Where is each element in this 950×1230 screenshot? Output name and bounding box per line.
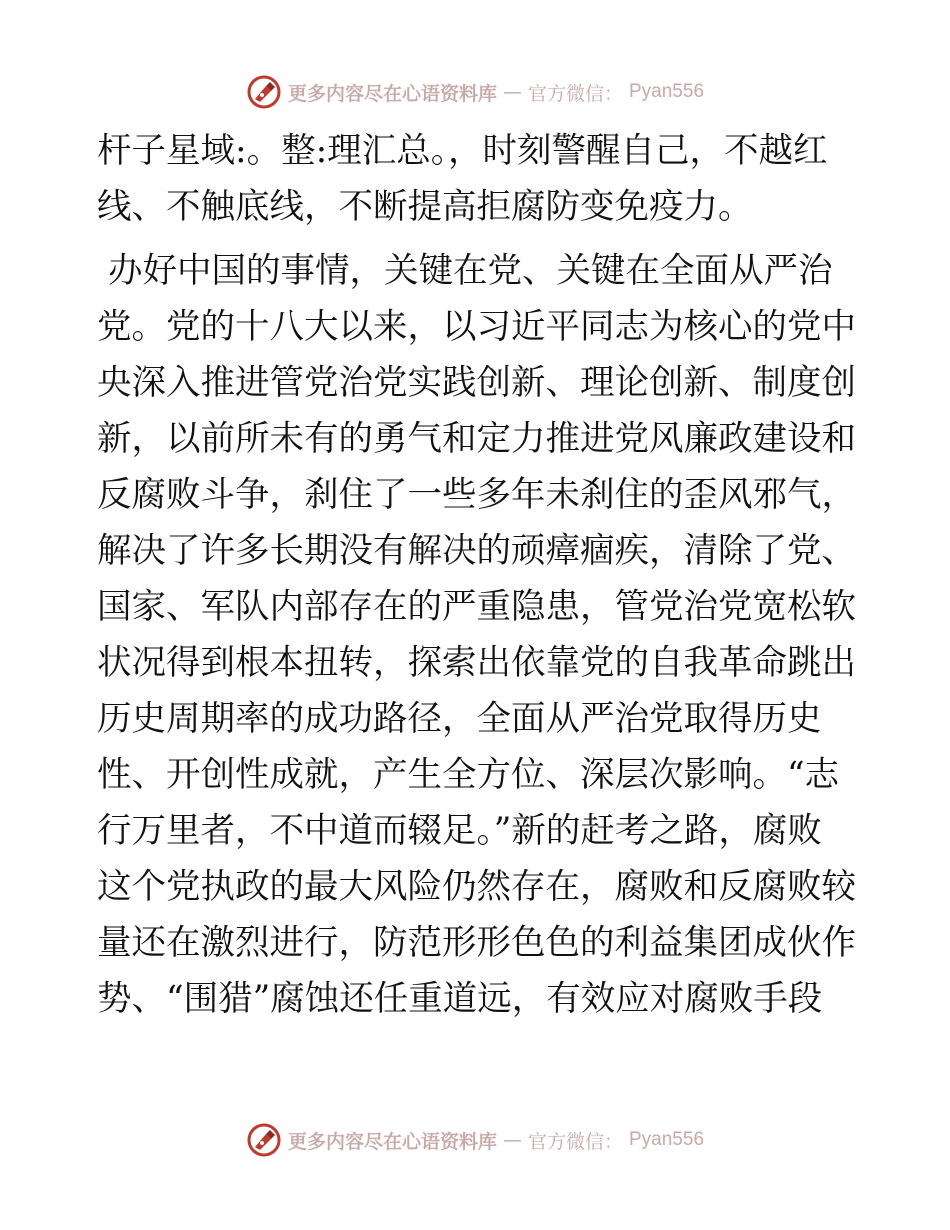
pen-nib-logo-icon	[246, 74, 282, 110]
text-line: 党。党的十八大以来，以习近平同志为核心的党中	[97, 307, 856, 347]
text-line: 杆子星域:。整:理汇总。，时刻警醒自己，不越红	[97, 131, 828, 171]
text-line: 解决了许多长期没有解决的顽瘴痼疾，清除了党、	[97, 531, 856, 571]
pen-nib-logo-icon	[246, 1122, 282, 1158]
text-line: 这个党执政的最大风险仍然存在，腐败和反腐败较	[97, 867, 856, 907]
footer-watermark	[0, 1120, 950, 1160]
text-line: 历史周期率的成功路径，全面从严治党取得历史	[97, 699, 822, 739]
text-line: 反腐败斗争，刹住了一些多年未刹住的歪风邪气，	[97, 475, 856, 515]
watermark-wechat-label: 官方微信：	[527, 1130, 623, 1153]
paragraph-1	[97, 123, 857, 235]
text-line: 状况得到根本扭转，探索出依靠党的自我革命跳出	[97, 643, 856, 683]
text-line: 办好中国的事情，关键在党、关键在全面从严治	[97, 251, 833, 291]
watermark-site-text: 更多内容尽在心语资料库	[287, 1130, 497, 1153]
text-line: 势、“围猎”腐蚀还任重道远，有效应对腐败手段	[97, 979, 823, 1019]
text-line: 行万里者，不中道而辍足。”新的赶考之路，腐败	[97, 811, 822, 851]
document-body	[97, 123, 857, 1027]
text-line: 央深入推进管党治党实践创新、理论创新、制度创	[97, 363, 856, 403]
text-line: 国家、军队内部存在的严重隐患，管党治党宽松软	[97, 587, 856, 627]
watermark-wechat-id: Pyan556	[629, 1129, 705, 1150]
text-line: 新，以前所未有的勇气和定力推进党风廉政建设和	[97, 419, 856, 459]
watermark-wechat-label: 官方微信：	[527, 82, 623, 105]
watermark-site-text: 更多内容尽在心语资料库	[287, 82, 497, 105]
watermark-separator: —	[502, 1129, 522, 1151]
header-watermark	[0, 72, 950, 112]
text-line: 性、开创性成就，产生全方位、深层次影响。“志	[97, 755, 840, 795]
text-line: 线、不触底线，不断提高拒腐防变免疫力。	[97, 187, 753, 227]
paragraph-2	[97, 243, 857, 1027]
watermark-wechat-id: Pyan556	[629, 81, 705, 102]
text-line: 量还在激烈进行，防范形形色色的利益集团成伙作	[97, 923, 856, 963]
watermark-separator: —	[502, 81, 522, 103]
